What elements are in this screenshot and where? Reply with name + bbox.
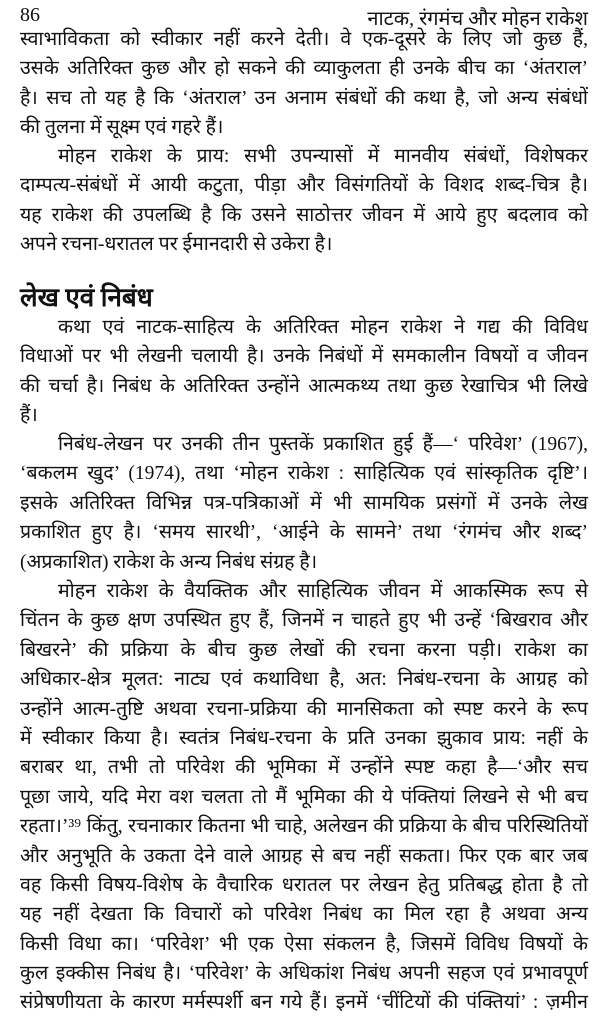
- text-line: ‘बकलम खुद’ (1974), तथा ‘मोहन राकेश : साहित्यिक एवं सांस्कृतिक दृष्टि’।: [20, 463, 588, 485]
- text-line: में स्वीकार किया है। स्वतंत्र निबंध-रचना के प्रति उनका झुकाव प्राय: नहीं के: [20, 727, 588, 749]
- text-line: इसके अतिरिक्त विभिन्न पत्र-पत्रिकाओं में भी सामयिक प्रसंगों में उनके लेख: [20, 492, 588, 514]
- text-line: की चर्चा है। निबंध के अतिरिक्त उन्होंने आत्मकथ्य तथा कुछ रेखाचित्र भी लिखे: [20, 375, 588, 397]
- text-line: प्रकाशित हुए है। ‘समय सारथी’, ‘आईने के सामने’ तथा ‘रंगमंच और शब्द’: [20, 522, 588, 544]
- paragraph: [20, 142, 588, 260]
- text-line: वह किसी विषय-विशेष के वैचारिक धरातल पर लेखन हेतु प्रतिबद्ध होता है तो: [20, 874, 588, 896]
- text-line: अपने रचना-धरातल पर ईमानदारी से उकेरा है।: [20, 234, 333, 256]
- text-line: चिंतन के कुछ क्षण उपस्थित हुए हैं, जिनमें न चाहते हुए भी उन्हें ‘बिखराव और: [20, 610, 588, 632]
- text-line: और अनुभूति के उकता देने वाले आग्रह से बच नहीं सकता। फिर एक बार जब: [20, 845, 588, 867]
- text-line: किसी विधा का। ‘परिवेश’ भी एक ऐसा संकलन है, जिसमें विविध विषयों के: [20, 933, 588, 955]
- text-line: यह नहीं देखता कि विचारों को परिवेश निबंध का मिल रहा है अथवा अन्य: [20, 904, 588, 926]
- section-heading: लेख एवं निबंध: [20, 283, 153, 312]
- text-line: कथा एवं नाटक-साहित्य के अतिरिक्त मोहन राकेश ने गद्य की विविध: [58, 317, 588, 338]
- text-line: मोहन राकेश के वैयक्तिक और साहित्यिक जीवन में आकस्मिक रूप से: [58, 581, 588, 602]
- text-line: निबंध-लेखन पर उनकी तीन पुस्तकें प्रकाशित हुई हैं—‘ परिवेश’ (1967),: [58, 434, 588, 455]
- text-line: विधाओं पर भी लेखनी चलायी है। उनके निबंधों में समकालीन विषयों व जीवन: [20, 346, 588, 368]
- running-title: नाटक, रंगमंच और मोहन राकेश: [367, 8, 588, 30]
- page-number: 86: [20, 4, 40, 26]
- text-line: यह राकेश की उपलब्धि है कि उसने साठोत्तर जीवन में आये हुए बदलाव को: [20, 204, 588, 226]
- text-line: की तुलना में सूक्ष्म एवं गहरे हैं।: [20, 117, 224, 139]
- text-line: अधिकार-क्षेत्र मूलत: नाट्य एवं कथाविधा है, अत: निबंध-रचना के आग्रह को: [20, 669, 588, 691]
- text-line: स्वाभाविकता को स्वीकार नहीं करने देती। वे एक-दूसरे के लिए जो कुछ हैं,: [20, 29, 588, 50]
- text-line: मोहन राकेश के प्राय: सभी उपन्यासों में मानवीय संबंधों, विशेषकर: [58, 146, 588, 167]
- text-line: उन्होंने आत्म-तुष्टि अथवा रचना-प्रक्रिया की मानसिकता को स्पष्ट करने के रूप: [20, 698, 588, 720]
- text-line: हैं।: [20, 405, 38, 427]
- text-line: दाम्पत्य-संबंधों में आयी कटुता, पीड़ा और विसंगतियों के विशद शब्द-चित्र है।: [20, 175, 588, 197]
- text-line: पूछा जाये, यदि मेरा वश चलता तो मैं भूमिका की ये पंक्तियां लिखने से भी बच: [20, 786, 588, 808]
- paragraph: [20, 313, 588, 431]
- text-line: बराबर था, तभी तो परिवेश की भूमिका में उन्होंने स्पष्ट कहा है—‘और सच: [20, 757, 588, 779]
- paragraph: [20, 430, 588, 577]
- paragraph: [20, 25, 588, 143]
- text-line: है। सच तो यह है कि ‘अंतराल’ उन अनाम संबंधों की कथा है, जो अन्य संबंधों: [20, 87, 588, 109]
- text-line: उसके अतिरिक्त कुछ और हो सकने की व्याकुलता ही उनके बीच का ‘अंतराल’: [20, 58, 588, 80]
- text-line: रहता।’³⁹ किंतु, रचनाकार कितना भी चाहे, अलेखन की प्रक्रिया के बीच परिस्थितियों: [20, 816, 588, 838]
- text-line: कुल इक्कीस निबंध है। ‘परिवेश’ के अधिकांश निबंध अपनी सहज एवं प्रभावपूर्ण: [20, 963, 588, 985]
- text-line: संप्रेषणीयता के कारण मर्मस्पर्शी बन गये हैं। इनमें ‘चींटियों की पंक्तियां’ : ज़मीन: [20, 992, 588, 1014]
- text-line: बिखरने’ की प्रक्रिया के बीच कुछ लेखों की रचना करना पड़ी। राकेश का: [20, 639, 588, 661]
- paragraph: [20, 577, 588, 1018]
- text-line: (अप्रकाशित) राकेश के अन्य निबंध संग्रह है।: [20, 551, 318, 573]
